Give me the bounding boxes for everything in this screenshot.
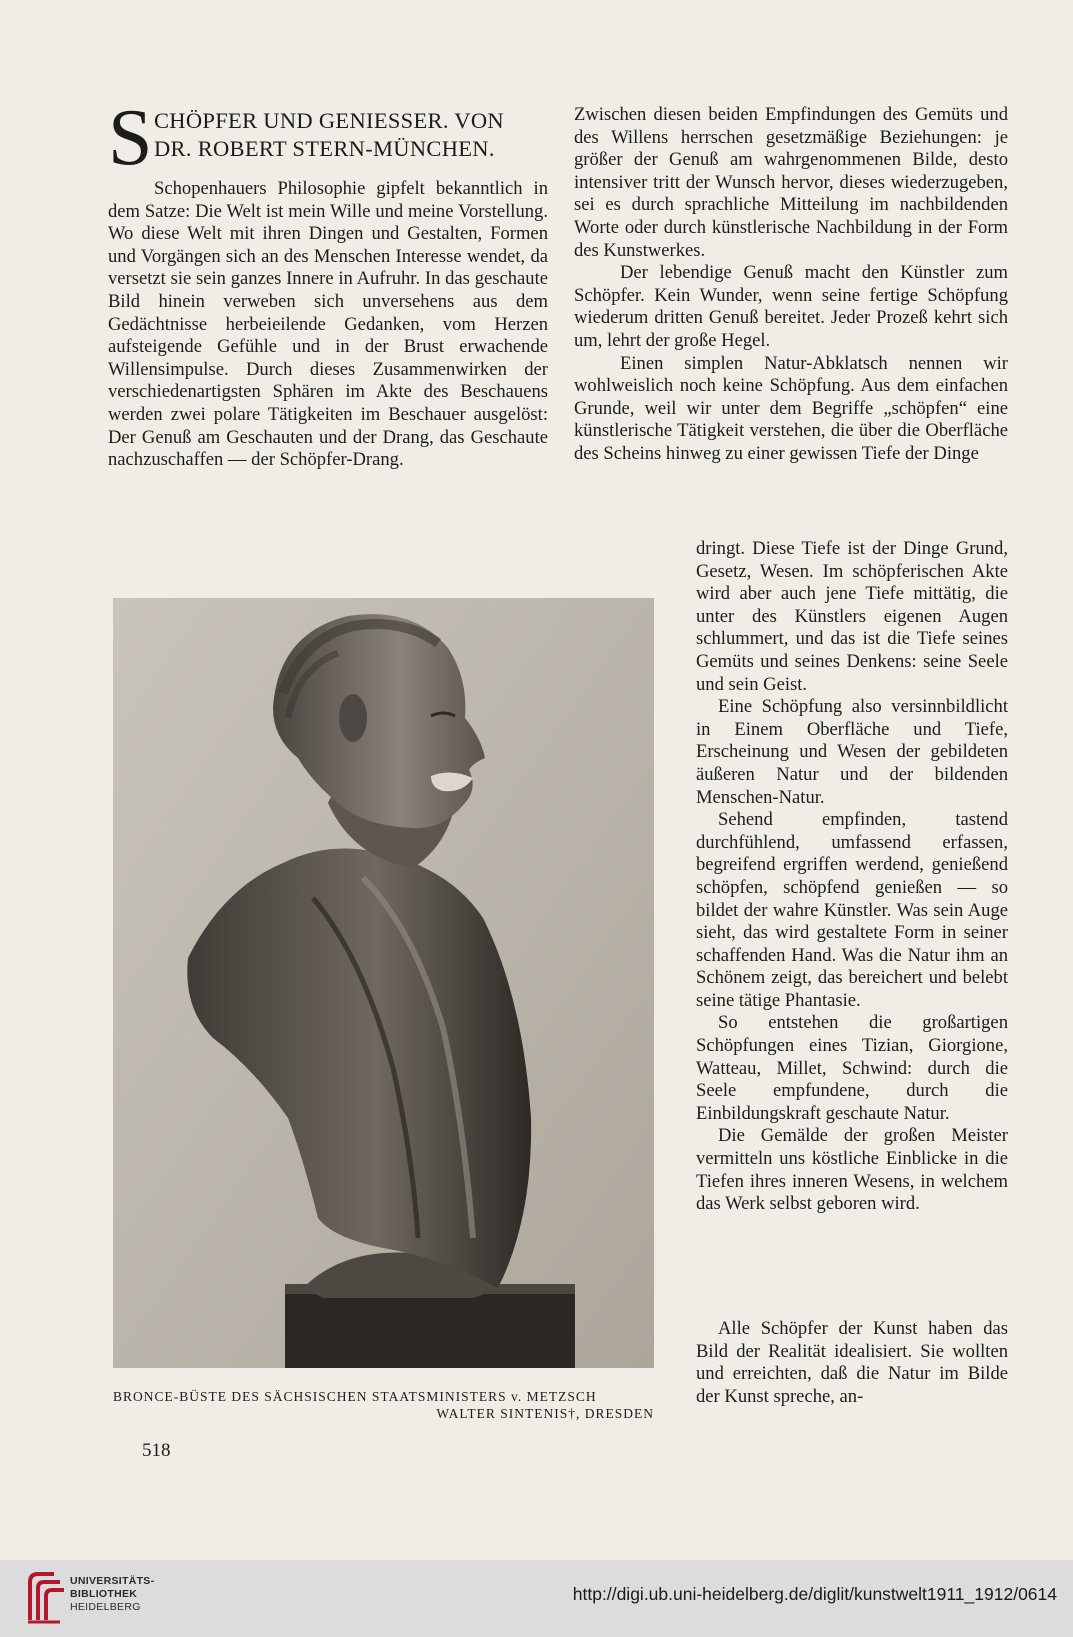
paragraph: Der lebendige Genuß macht den Künstler zum Schöpfer. Kein Wunder, wenn seine fertige Schöpfung wiederum dritten Genuß bereitet. Jeder Prozeß kehrt sich um, lehrt der große Hegel. <box>574 262 1008 351</box>
library-line-2: BIBLIOTHEK <box>70 1588 138 1600</box>
library-name <box>70 1575 154 1614</box>
right-column-narrow <box>696 538 1008 1216</box>
caption-line-1: BRONCE-BÜSTE DES SÄCHSISCHEN STAATSMINISTERS v. METZSCH <box>113 1389 597 1404</box>
paragraph: Die Gemälde der großen Meister vermitteln uns köstliche Einblicke in die Tiefen ihres inneren Wesens, in welchem das Werk selbst geboren wird. <box>696 1125 1008 1215</box>
dropcap-letter: S <box>108 94 153 182</box>
paragraph: Einen simplen Natur-Abklatsch nennen wir wohlweislich noch keine Schöpfung. Aus dem einfachen Grunde, weil wir unter dem Begriffe „schöpfen“ eine künstlerische Tätigkeit verstehen, die über die Oberfläche des Scheins hinweg zu einer gewissen Tiefe der Dinge <box>574 352 1008 464</box>
caption-line-2: WALTER SINTENIS†, DRESDEN <box>436 1406 654 1421</box>
bust-photograph <box>113 598 654 1368</box>
library-line-1: UNIVERSITÄTS- <box>70 1575 155 1587</box>
right-column-top <box>574 104 1008 466</box>
paragraph: Schopenhauers Philosophie gipfelt bekanntlich in dem Satze: Die Welt ist mein Wille und meine Vorstellung. Wo diese Welt mit ihren Dingen und Gestalten, Formen und Vorgängen sich an des Menschen Interesse wendet, da versetzt sie sein ganzes Innere in Aufruhr. In das geschaute Bild hinein verweben sich unversehens aus dem Gedächtnisse herbeieilende Gedanken, vom Herzen aufsteigende Gefühle und in der Brust erwachende Willensimpulse. Durch dieses Zusammenwirken der verschiedenartigsten Sphären im Akte des Beschauens werden zwei polare Tätigkeiten im Beschauer ausgelöst: Der Genuß am Geschauten und der Drang, das Geschaute nachzuschaffen — der Schöpfer-Drang. <box>108 178 548 471</box>
paragraph: Alle Schöpfer der Kunst haben das Bild der Realität idealisiert. Sie wollten und erreichten, daß die Natur im Bilde der Kunst spreche, an- <box>696 1318 1008 1407</box>
library-logo-icon <box>24 1568 68 1626</box>
paragraph: Sehend empfinden, tastend durchfühlend, umfassend erfassen, begreifend ergriffen werdend, genießend schöpfen, schöpfend genießen — so bildet der wahre Künstler. Was sein Auge sieht, das wird gestaltete Form in seiner schaffenden Hand. Was die Natur ihm an Schönem zeigt, das bereichert und belebt seine tätige Phantasie. <box>696 809 1008 1011</box>
title-line-2: DR. ROBERT STERN-MÜNCHEN. <box>154 136 495 161</box>
paragraph: dringt. Diese Tiefe ist der Dinge Grund, Gesetz, Wesen. Im schöpferischen Akte wird aber auch jene Tiefe mittätig, die unter des Künstlers eigenen Augen schlummert, und das ist die Tiefe seines Gemüts und seines Denkens: seine Seele und sein Geist. <box>696 538 1008 695</box>
paragraph: Zwischen diesen beiden Empfindungen des Gemüts und des Willens herrschen gesetzmäßige Beziehungen: je größer der Genuß am wahrgenommenen Bilde, desto intensiver tritt der Wunsch hervor, dieses wiederzugeben, sei es durch sprachliche Mitteilung im nachbildenden Worte oder durch künstlerische Nachbildung in der Form des Kunstwerkes. <box>574 104 1008 261</box>
right-column-bottom <box>696 1318 1008 1408</box>
paragraph: So entstehen die großartigen Schöpfungen eines Tizian, Giorgione, Watteau, Millet, Schwind: durch die Seele empfundene, durch die Einbildungskraft geschaute Natur. <box>696 1012 1008 1124</box>
library-line-3: HEIDELBERG <box>70 1601 141 1613</box>
bust-illustration <box>113 598 654 1368</box>
paragraph: Eine Schöpfung also versinnbildlicht in Einem Oberfläche und Tiefe, Erscheinung und Wesen der gebildeten äußeren Natur und der bildenden Menschen-Natur. <box>696 696 1008 808</box>
left-column <box>108 178 548 472</box>
document-url[interactable]: http://digi.ub.uni-heidelberg.de/diglit/kunstwelt1911_1912/0614 <box>572 1584 1057 1604</box>
title-line-1: CHÖPFER UND GENIESSER. VON <box>154 108 504 133</box>
footer-bar <box>0 1560 1073 1637</box>
figure-caption <box>113 1388 654 1422</box>
page-number: 518 <box>142 1440 171 1461</box>
article-title <box>108 94 550 182</box>
